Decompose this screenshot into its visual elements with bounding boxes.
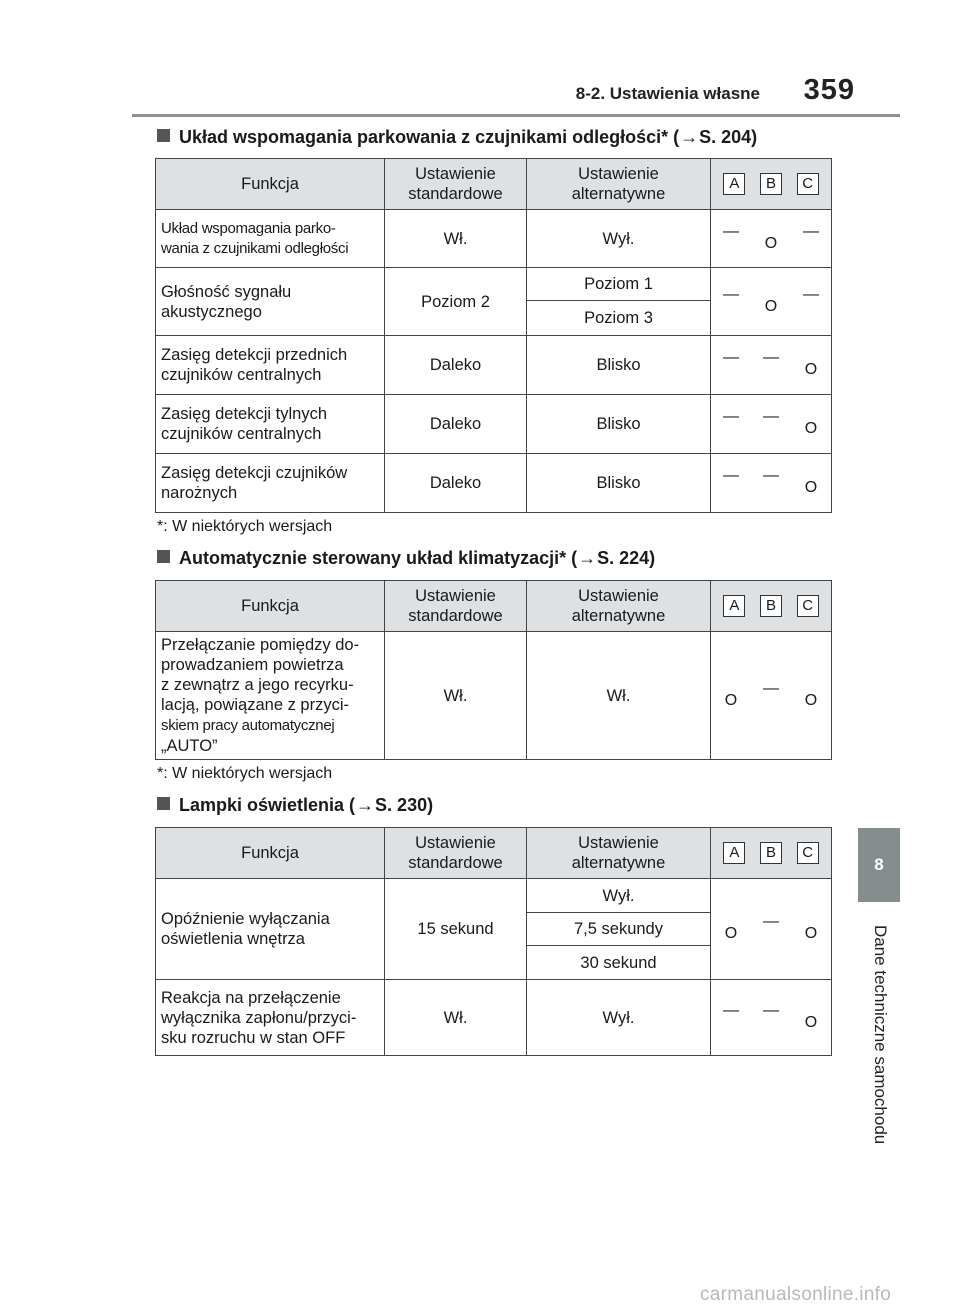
function-cell: Opóźnienie wyłączania oświetlenia wnętrza [156,879,385,980]
model-marks: — O — [711,210,832,268]
climate-control-settings-table [155,580,832,760]
model-marks: — — O [711,395,832,454]
function-cell: Głośność sygnału akustycznego [156,268,385,336]
default-cell: Wł. [385,980,527,1056]
model-marks: — — O [711,336,832,395]
table-row [156,879,832,913]
watermark: carmanualsonline.info [700,1284,892,1305]
section-heading-interior-lights: Lampki oświetlenia (→S. 230) [157,795,433,816]
function-cell: Zasięg detekcji tylnych czujników centralnych [156,395,385,454]
table-row [156,268,832,301]
function-cell: Przełączanie pomiędzy do- prowadzaniem powietrza z zewnątrz a jego recyrku- lacją, powiązane z przyci- skiem pracy automatycznej „AUTO” [156,632,385,760]
table-row [156,336,832,395]
footnote: *: W niektórych wersjach [157,518,333,535]
table-header-row [156,159,832,210]
table-row [156,395,832,454]
header-function: Funkcja [156,828,385,879]
default-cell: Wł. [385,210,527,268]
table-row [156,454,832,513]
model-marks: — O — [711,268,832,336]
model-marks: O — O [711,632,832,760]
parking-sensor-settings-table [155,158,832,513]
page-number: 359 [803,74,855,106]
square-bullet-icon [157,550,170,563]
badge-a: A [723,842,745,864]
badge-c: C [797,595,819,617]
header-default: Ustawienie standardowe [385,828,527,879]
section-heading-parking-sensors: Układ wspomagania parkowania z czujnikami odległości* (→S. 204) [157,127,757,148]
chapter-label: Dane techniczne samochodu [871,925,890,1145]
alternative-cell: Poziom 3 [527,301,711,336]
model-marks: — — O [711,980,832,1056]
header-alternative: Ustawienie alternatywne [527,581,711,632]
default-cell: Daleko [385,395,527,454]
alternative-cell: 7,5 sekundy [527,913,711,946]
footnote: *: W niektórych wersjach [157,765,333,782]
header-default: Ustawienie standardowe [385,581,527,632]
alternative-cell: Wył. [527,879,711,913]
table-header-row [156,581,832,632]
alternative-cell: 30 sekund [527,946,711,980]
square-bullet-icon [157,129,170,142]
badge-b: B [760,595,782,617]
table-row [156,980,832,1056]
alternative-cell: Blisko [527,336,711,395]
badge-c: C [797,173,819,195]
default-cell: Daleko [385,454,527,513]
badge-a: A [723,173,745,195]
header-divider [132,114,900,117]
alternative-cell: Poziom 1 [527,268,711,301]
default-cell: 15 sekund [385,879,527,980]
chapter-tab: 8 [858,828,900,902]
header-alternative: Ustawienie alternatywne [527,828,711,879]
table-row [156,632,832,760]
badge-a: A [723,595,745,617]
default-cell: Poziom 2 [385,268,527,336]
section-title: 8-2. Ustawienia własne [575,84,760,103]
model-marks: — — O [711,454,832,513]
badge-b: B [760,173,782,195]
arrow-icon: → [680,127,699,147]
badge-b: B [760,842,782,864]
header-function: Funkcja [156,581,385,632]
header-default: Ustawienie standardowe [385,159,527,210]
alternative-cell: Wył. [527,210,711,268]
function-cell: Układ wspomagania parko- wania z czujnikami odległości [156,210,385,268]
function-cell: Reakcja na przełączenie wyłącznika zapłonu/przyci- sku rozruchu w stan OFF [156,980,385,1056]
table-row [156,210,832,268]
header-models [711,828,832,879]
model-marks: O — O [711,879,832,980]
function-cell: Zasięg detekcji czujników narożnych [156,454,385,513]
alternative-cell: Wł. [527,632,711,760]
square-bullet-icon [157,797,170,810]
arrow-icon: → [578,548,597,568]
header-function: Funkcja [156,159,385,210]
section-heading-climate-control: Automatycznie sterowany układ klimatyzacji* (→S. 224) [157,548,655,569]
header-models [711,159,832,210]
function-cell: Zasięg detekcji przednich czujników centralnych [156,336,385,395]
table-header-row [156,828,832,879]
interior-lights-settings-table [155,827,832,1056]
default-cell: Daleko [385,336,527,395]
alternative-cell: Blisko [527,395,711,454]
arrow-icon: → [356,795,375,815]
badge-c: C [797,842,819,864]
default-cell: Wł. [385,632,527,760]
alternative-cell: Wył. [527,980,711,1056]
alternative-cell: Blisko [527,454,711,513]
header-alternative: Ustawienie alternatywne [527,159,711,210]
header-models [711,581,832,632]
